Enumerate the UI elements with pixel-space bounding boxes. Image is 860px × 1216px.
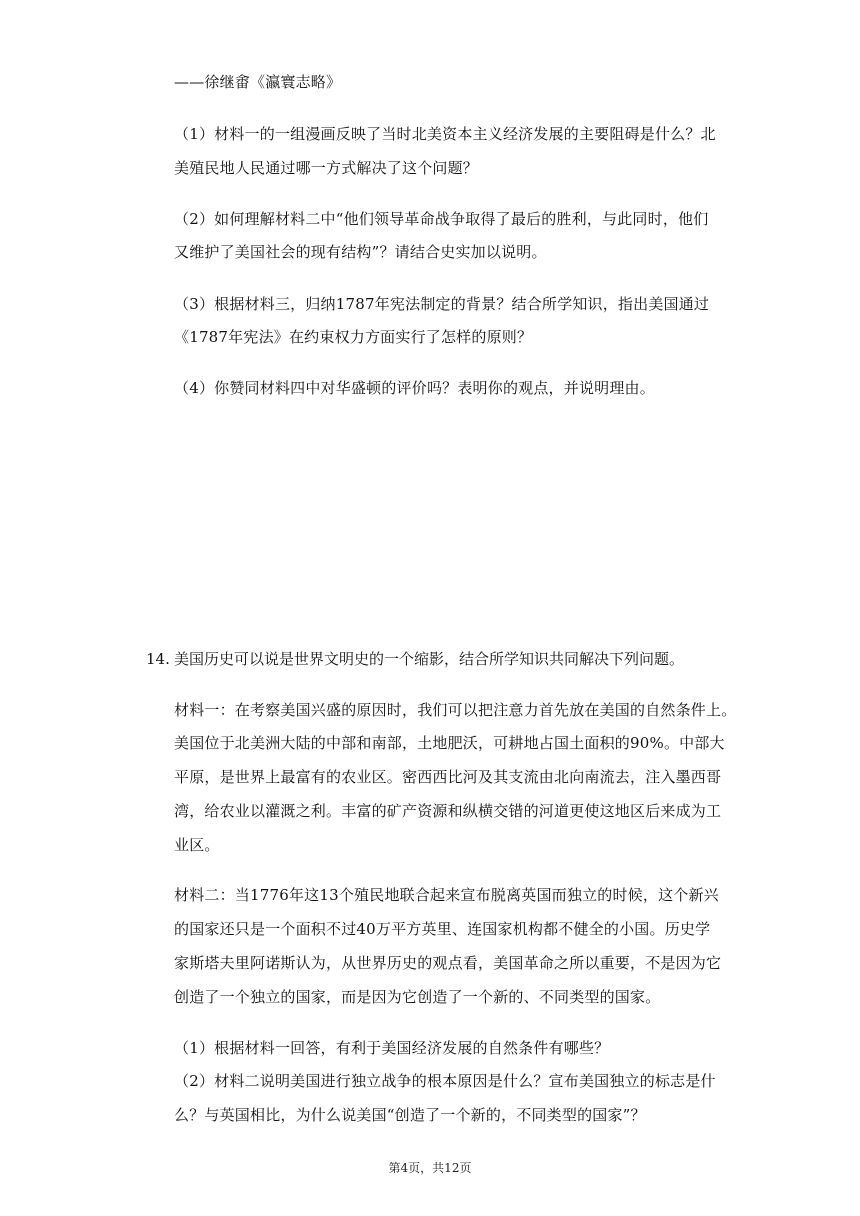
material-2-line-1: 材料二：当1776年这13个殖民地联合起来宣布脱离英国而独立的时候，这个新兴	[174, 886, 719, 904]
q14-sub-question-2-line-1: （2）材料二说明美国进行独立战争的根本原因是什么？宣布美国独立的标志是什	[174, 1072, 716, 1090]
sub-question-4-line-1: （4）你赞同材料四中对华盛顿的评价吗？表明你的观点，并说明理由。	[174, 379, 655, 397]
sub-question-3-line-2: 《1787年宪法》在约束权力方面实行了怎样的原则？	[174, 328, 533, 346]
q14-sub-question-2-line-2: 么？与英国相比，为什么说美国“创造了一个新的，不同类型的国家”？	[174, 1106, 646, 1124]
sub-question-2-line-1: （2）如何理解材料二中“他们领导革命战争取得了最后的胜利，与此同时，他们	[174, 210, 709, 228]
question-number: 14.	[146, 650, 170, 668]
material-2-line-3: 家斯塔夫里阿诺斯认为，从世界历史的观点看，美国革命之所以重要，不是因为它	[174, 954, 722, 972]
material-1-line-2: 美国位于北美洲大陆的中部和南部，土地肥沃，可耕地占国土面积的90%。中部大	[174, 734, 725, 752]
material-1-line-1: 材料一：在考察美国兴盛的原因时，我们可以把注意力首先放在美国的自然条件上。	[174, 701, 737, 719]
sub-question-3-line-1: （3）根据材料三，归纳1787年宪法制定的背景？结合所学知识，指出美国通过	[174, 295, 710, 313]
source-citation: ——徐继畬《瀛寰志略》	[174, 73, 342, 91]
q14-sub-question-1: （1）根据材料一回答，有利于美国经济发展的自然条件有哪些？	[174, 1039, 610, 1057]
sub-question-2-line-2: 又维护了美国社会的现有结构”？请结合史实加以说明。	[174, 243, 547, 261]
material-1-line-3: 平原，是世界上最富有的农业区。密西西比河及其支流由北向南流去，注入墨西哥	[174, 768, 722, 786]
material-2-line-4: 创造了一个独立的国家，而是因为它创造了一个新的、不同类型的国家。	[174, 988, 661, 1006]
material-1-line-4: 湾，给农业以灌溉之利。丰富的矿产资源和纵横交错的河道更使这地区后来成为工	[174, 802, 722, 820]
sub-question-1-line-1: （1）材料一的一组漫画反映了当时北美资本主义经济发展的主要阻碍是什么？北	[174, 125, 716, 143]
material-2-line-2: 的国家还只是一个面积不过40万平方英里、连国家机构都不健全的小国。历史学	[174, 920, 711, 938]
material-1-line-5: 业区。	[174, 836, 220, 854]
page-footer: 第4页，共12页	[388, 1161, 472, 1175]
sub-question-1-line-2: 美殖民地人民通过哪一方式解决了这个问题？	[174, 159, 479, 177]
question-prompt: 美国历史可以说是世界文明史的一个缩影，结合所学知识共同解决下列问题。	[174, 650, 685, 668]
